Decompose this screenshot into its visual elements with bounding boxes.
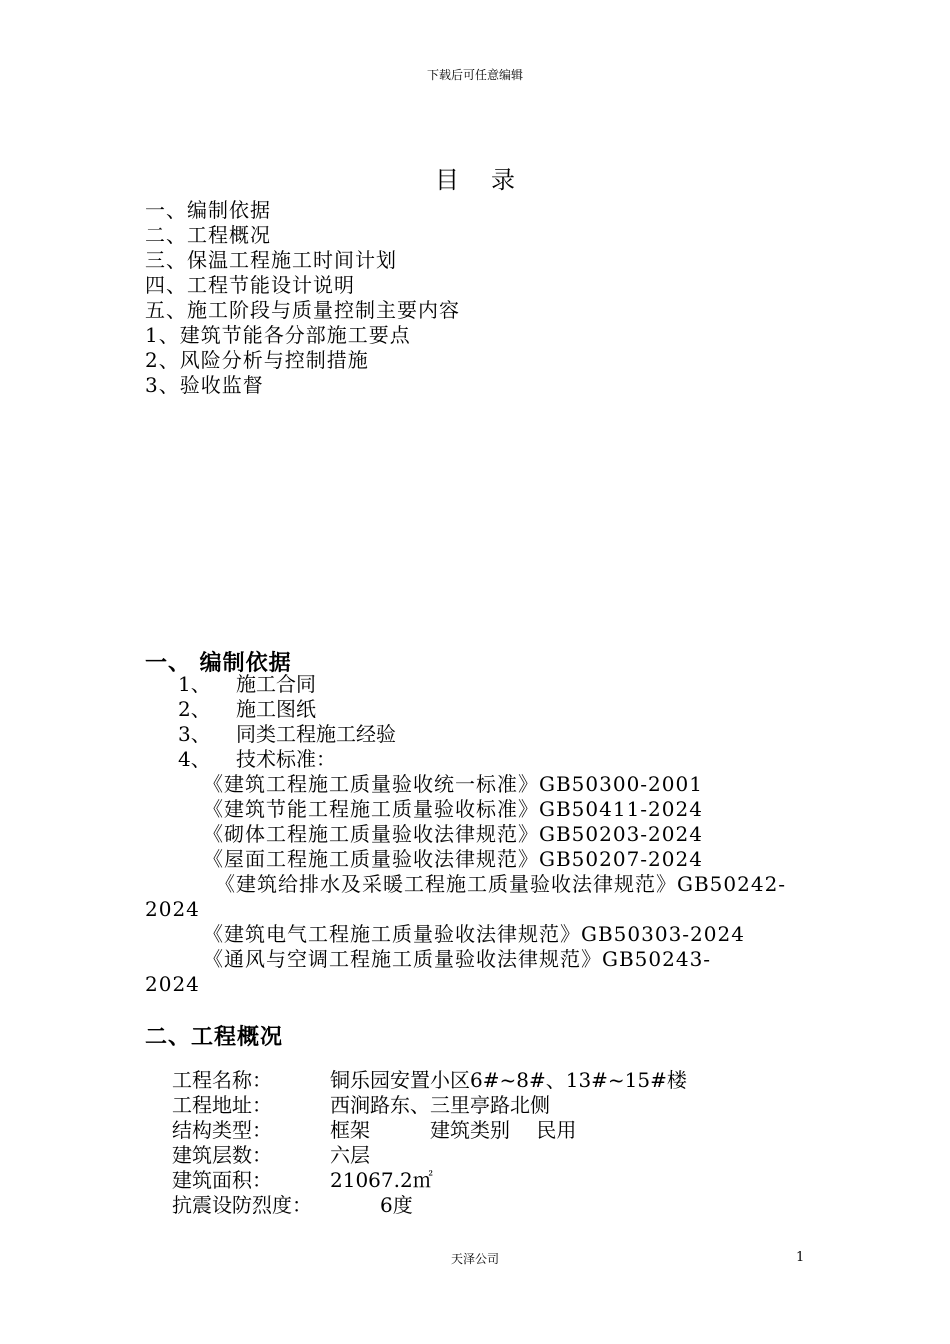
toc-list [145, 198, 460, 398]
info-value: 6度 [380, 1193, 413, 1217]
standard-line: 《建筑电气工程施工质量验收法律规范》GB50303-2024 [203, 922, 745, 946]
info-label: 工程地址： [172, 1093, 272, 1117]
page-header: 下载后可任意编辑 [426, 68, 523, 82]
section-heading-basis: 一、 编制依据 [145, 650, 292, 676]
standard-line: 《建筑工程施工质量验收统一标准》GB50300-2001 [203, 772, 703, 796]
toc-item: 三、保温工程施工时间计划 [145, 248, 397, 272]
info-row [172, 1143, 687, 1168]
list-item-number: 4、 [178, 747, 211, 771]
info-value: 铜乐园安置小区6#~8#、13#~15#楼 [330, 1068, 687, 1092]
info-row [172, 1168, 687, 1193]
toc-item: 一、编制依据 [145, 198, 271, 222]
toc-item: 五、施工阶段与质量控制主要内容 [145, 298, 460, 322]
list-item-text: 施工图纸 [236, 697, 316, 721]
list-item [178, 672, 396, 697]
info-label: 结构类型： [172, 1118, 272, 1142]
standard-line: 《建筑节能工程施工质量验收标准》GB50411-2024 [203, 797, 703, 821]
toc-item: 2、风险分析与控制措施 [145, 348, 369, 372]
list-item-text: 施工合同 [236, 672, 316, 696]
page-number: 1 [796, 1250, 805, 1265]
project-info [172, 1068, 687, 1218]
basis-list [178, 672, 396, 772]
info-value: 西涧路东、三里亭路北侧 [330, 1093, 550, 1117]
info-value: 框架 建筑类别 民用 [330, 1118, 577, 1142]
toc-item: 1、建筑节能各分部施工要点 [145, 323, 411, 347]
toc-item: 二、工程概况 [145, 223, 271, 247]
standard-line: 2024 [145, 972, 200, 996]
info-value: 21067.2㎡ [330, 1168, 433, 1192]
info-row [172, 1068, 687, 1093]
toc-title: 目录 [435, 166, 547, 194]
info-value: 六层 [330, 1143, 370, 1167]
info-row [172, 1093, 687, 1118]
list-item-text: 技术标准： [236, 747, 336, 771]
list-item [178, 722, 396, 747]
standard-line: 《建筑给排水及采暖工程施工质量验收法律规范》GB50242- [215, 872, 787, 896]
info-row [172, 1118, 687, 1143]
list-item-text: 同类工程施工经验 [236, 722, 396, 746]
toc-item: 3、验收监督 [145, 373, 264, 397]
list-item [178, 697, 396, 722]
section-heading-overview: 二、工程概况 [145, 1024, 284, 1050]
info-row [172, 1193, 687, 1218]
info-label: 建筑层数： [172, 1143, 272, 1167]
list-item-number: 1、 [178, 672, 211, 696]
standard-line: 《屋面工程施工质量验收法律规范》GB50207-2024 [203, 847, 703, 871]
toc-item: 四、工程节能设计说明 [145, 273, 355, 297]
list-item-number: 3、 [178, 722, 211, 746]
list-item-number: 2、 [178, 697, 211, 721]
info-label: 建筑面积： [172, 1168, 272, 1192]
info-label: 工程名称： [172, 1068, 272, 1092]
standards-list [145, 772, 805, 997]
standard-line: 《通风与空调工程施工质量验收法律规范》GB50243- [203, 947, 712, 971]
footer-company: 天泽公司 [450, 1252, 499, 1266]
info-label: 抗震设防烈度： [172, 1193, 312, 1217]
standard-line: 《砌体工程施工质量验收法律规范》GB50203-2024 [203, 822, 703, 846]
list-item [178, 747, 396, 772]
standard-line: 2024 [145, 897, 200, 921]
